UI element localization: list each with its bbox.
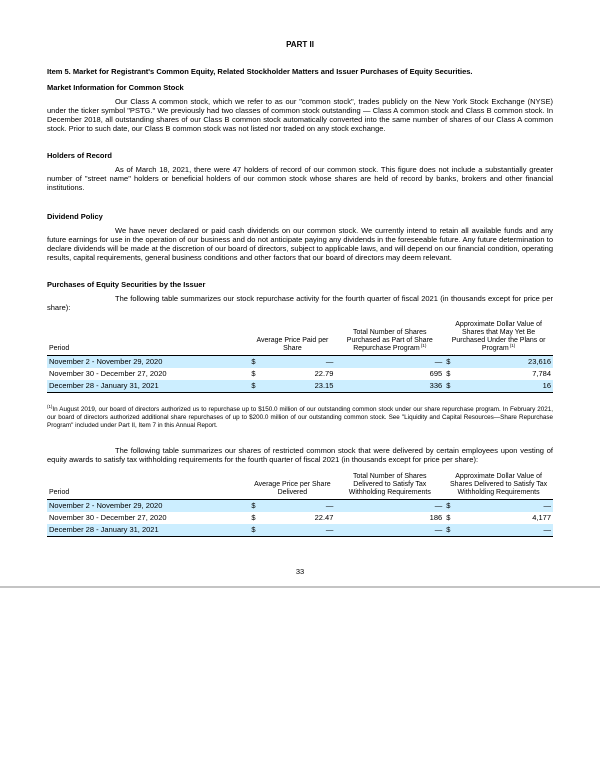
dollar-sign: $ (446, 369, 451, 378)
footnote-1 (47, 403, 553, 429)
tax-withholding-table (47, 473, 553, 537)
price-cell: — (262, 524, 335, 537)
table-row (47, 356, 553, 369)
dollar-sign: $ (444, 356, 462, 369)
shares-cell: 186 (429, 513, 443, 523)
dollar-sign: $ (251, 369, 256, 378)
paragraph-holders-of-record: As of March 18, 2021, there were 47 holders of record of our common stock. This figure does not include a substantially greater number of "street name" holders or beneficial holders of our common stock whose shares are held of record by banks, brokers and other financial institutions. (47, 165, 553, 192)
tax-table-header-row (47, 473, 553, 500)
dollar-sign: $ (251, 513, 256, 523)
paragraph-market-information: Our Class A common stock, which we refer to as our "common stock", trades publicly on the New York Stock Exchange (NYSE) under the ticker symbol "PSTG." We previously had two classes of common stock outstanding — Class A common stock and Class B common stock. In December 2018, all outstanding shares of our Class B common stock automatically converted into the same number of shares of our Class A common stock. Prior to such date, our Class B common stock was not listed nor traded on any stock exchange. (47, 97, 553, 133)
value-cell: 16 (462, 380, 553, 393)
price-cell: — (262, 356, 335, 369)
period-cell: November 30 - December 27, 2020 (49, 369, 167, 378)
repurchase-table-header-row (47, 321, 553, 356)
column-header-total-shares-delivered: Total Number of Shares Delivered to Satisfy Tax Withholding Requirements (335, 473, 444, 500)
period-cell: December 28 - January 31, 2021 (47, 380, 249, 393)
table-row (47, 380, 553, 393)
page-divider (0, 586, 600, 588)
column-header-average-price-delivered: Average Price per Share Delivered (249, 473, 335, 500)
paragraph-repurchase-table-intro: The following table summarizes our stock repurchase activity for the fourth quarter of fiscal 2021 (in thousands except for price per share): (47, 294, 553, 312)
dollar-sign: $ (249, 380, 262, 393)
section-heading-dividend-policy: Dividend Policy (47, 212, 103, 221)
section-heading-market-information: Market Information for Common Stock (47, 83, 184, 92)
period-cell: November 2 - November 29, 2020 (47, 356, 249, 369)
value-cell: 23,616 (462, 356, 553, 369)
value-cell: 4,177 (532, 513, 551, 523)
shares-cell: — (335, 500, 444, 513)
table-row (47, 368, 553, 380)
dollar-sign: $ (249, 500, 262, 513)
value-cell: — (462, 524, 553, 537)
item5-heading: Item 5. Market for Registrant's Common Equity, Related Stockholder Matters and Issuer Purchases of Equity Securities. (47, 67, 473, 76)
footnote-marker: (1) (47, 403, 53, 409)
column-header-approx-dollar-value: Approximate Dollar Value of Shares that May Yet Be Purchased Under the Plans or Program$^{(1)}$ (444, 321, 553, 356)
section-heading-holders-of-record: Holders of Record (47, 151, 113, 160)
shares-cell: — (335, 356, 444, 369)
column-header-period: Period (47, 473, 249, 500)
dollar-sign: $ (444, 524, 462, 537)
period-cell: November 2 - November 29, 2020 (47, 500, 249, 513)
shares-cell: 336 (335, 380, 444, 393)
repurchase-table (47, 321, 553, 393)
shares-cell: — (335, 524, 444, 537)
paragraph-dividend-policy: We have never declared or paid cash dividends on our common stock. We currently intend to retain all available funds and any future earnings for use in the operation of our business and do not anticipate paying any dividends in the foreseeable future. Any future determination to declare dividends will be made at the discretion of our board of directors, subject to applicable laws, and will depend on our financial condition, operating results, capital requirements, general business conditions and other factors that our board of directors may deem relevant. (47, 226, 553, 262)
paragraph-tax-table-intro: The following table summarizes our shares of restricted common stock that were delivered by certain employees upon vesting of equity awards to satisfy tax withholding requirements for the fourth quarter of fiscal 2021 (in thousands except for price per share): (47, 446, 553, 465)
footnote-reference: (1) (420, 342, 427, 348)
column-header-total-shares: Total Number of Shares Purchased as Part of Share Repurchase Program$^{(1)}$ (335, 321, 444, 356)
dollar-sign: $ (249, 356, 262, 369)
dollar-sign: $ (446, 513, 451, 523)
dollar-sign: $ (444, 380, 462, 393)
dollar-sign: $ (249, 524, 262, 537)
price-cell: — (262, 500, 335, 513)
price-cell: 23.15 (262, 380, 335, 393)
price-cell: 22.79 (314, 369, 334, 378)
footnote-text: In August 2019, our board of directors authorized us to repurchase up to $150.0 million of our outstanding common stock under our share repurchase program. In February 2021, our board of directors authorized additional share repurchases of up to $200.0 million of our outstanding common stock. See "Liquidity and Capital Resources—Share Repurchase Program" included under Part II, Item 7 in this Annual Report. (47, 406, 553, 429)
dollar-sign: $ (444, 500, 462, 513)
table-row (47, 500, 553, 513)
value-cell: 7,784 (532, 369, 551, 378)
shares-cell: 695 (429, 369, 443, 378)
column-header-average-price: Average Price Paid per Share (249, 321, 335, 356)
part-title: PART II (286, 40, 314, 49)
table-row (47, 512, 553, 524)
table-row (47, 524, 553, 537)
column-header-approx-dollar-value-delivered: Approximate Dollar Value of Shares Delivered to Satisfy Tax Withholding Requirements (444, 473, 553, 500)
price-cell: 22.47 (314, 513, 334, 523)
page-number: 33 (295, 567, 305, 577)
column-header-period: Period (47, 321, 249, 356)
period-cell: December 28 - January 31, 2021 (47, 524, 249, 537)
footnote-reference: (1) (509, 342, 516, 348)
value-cell: — (462, 500, 553, 513)
period-cell: November 30 - December 27, 2020 (49, 513, 167, 523)
section-heading-purchases-of-equity: Purchases of Equity Securities by the Issuer (47, 280, 206, 289)
